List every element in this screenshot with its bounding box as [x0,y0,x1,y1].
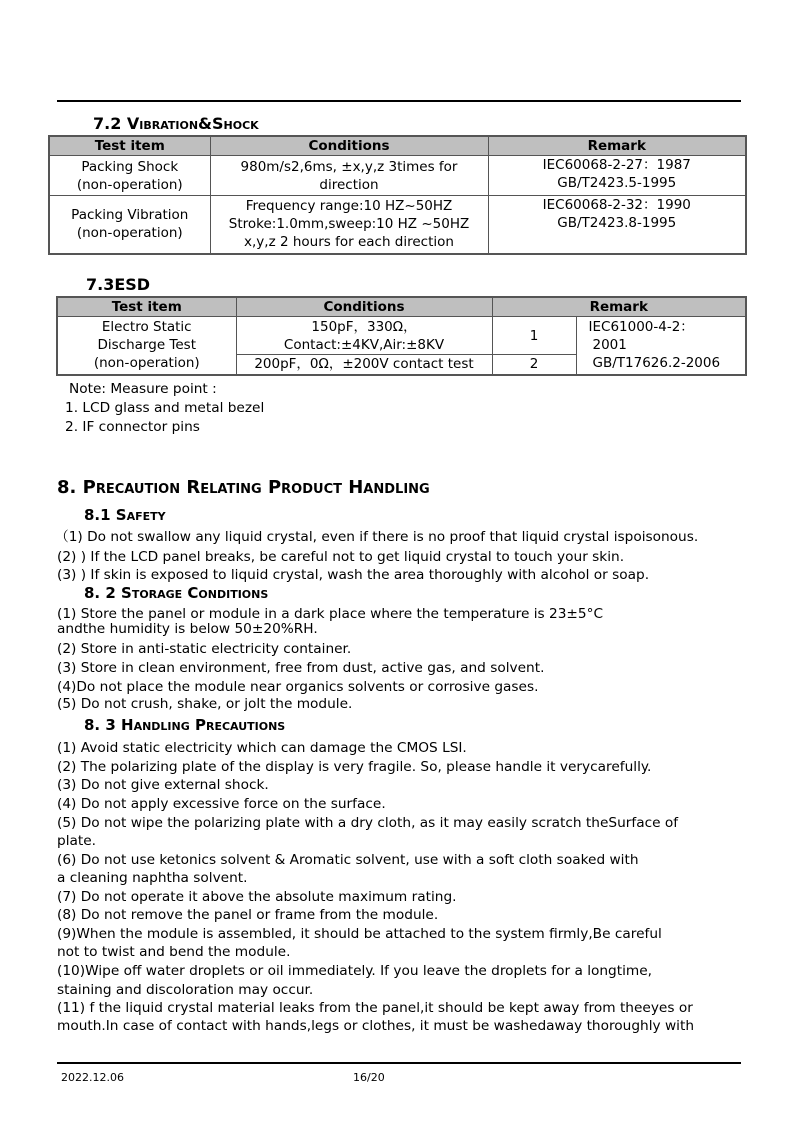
handling-item: (5) Do not wipe the polarizing plate with a dry cloth, as it may easily scratch theSurface of [57,815,679,831]
safety-item: （1) Do not swallow any liquid crystal, even if there is no proof that liquid crystal ispoisonous. [55,529,699,545]
note-item: 1. LCD glass and metal bezel [65,400,265,416]
test-item-line: (non-operation) [76,176,183,193]
header-test-item: Test item [49,136,210,156]
table-header-row [49,136,746,156]
test-item-line: Discharge Test [97,337,196,354]
safety-item: (2) ) If the LCD panel breaks, be careful not to get liquid crystal to touch your skin. [57,549,625,565]
remark-cell [488,156,746,196]
remark-cell [488,196,746,254]
handling-item: (4) Do not apply excessive force on the surface. [57,796,386,812]
remark-line: IEC61000-4-2： [588,319,694,336]
conditions-line: 980m/s2,6ms, ±x,y,z 3times for [240,158,458,175]
remark-line: GB/T2423.5-1995 [557,175,677,191]
handling-item: a cleaning naphtha solvent. [57,870,248,886]
remark-line: IEC60068-2-32：1990 [542,197,691,213]
top-rule [57,100,741,102]
handling-item: (10)Wipe off water droplets or oil immediately. If you leave the droplets for a longtime, [57,963,653,979]
test-item-line: Packing Vibration [71,207,189,224]
test-item-cell [57,317,236,375]
esd-table [56,296,747,376]
storage-heading: 8. 2 Storage Conditions [84,584,269,602]
conditions-line: Stroke:1.0mm,sweep:10 HZ ~50HZ [228,216,470,233]
handling-heading: 8. 3 Handling Precautions [84,716,286,734]
header-remark: Remark [492,297,746,317]
header-conditions: Conditions [210,136,488,156]
handling-item: mouth.In case of contact with hands,legs or clothes, it must be washedaway thoroughly with [57,1018,695,1034]
header-conditions: Conditions [236,297,492,317]
conditions-cell [210,156,488,196]
test-item-line: (non-operation) [93,355,200,372]
conditions-line: Frequency range:10 HZ~50HZ [245,198,453,215]
conditions-cell [236,317,492,355]
remark-cell [576,317,746,375]
handling-item: (6) Do not use ketonics solvent & Aromatic solvent, use with a soft cloth soaked with [57,852,639,868]
section-8-heading: 8. Precaution Relating Product Handling [57,477,430,498]
conditions-line: 150pF，330Ω， [311,318,417,335]
handling-item: (1) Avoid static electricity which can damage the CMOS LSI. [57,740,467,756]
test-item-line: Electro Static [101,319,192,336]
handling-item: (11) f the liquid crystal material leaks from the panel,it should be kept away from theeyes or [57,1000,693,1016]
vibration-shock-table [48,135,747,255]
handling-item: staining and discoloration may occur. [57,982,314,998]
table-row [49,196,746,254]
section-7-2-heading: 7.2 Vibration&Shock [93,114,259,133]
remark-line: GB/T17626.2-2006 [592,355,721,372]
handling-item: plate. [57,833,97,849]
conditions-cell: 200pF，0Ω，±200V contact test [236,355,492,375]
handling-item: (3) Do not give external shock. [57,777,269,793]
handling-item: not to twist and bend the module. [57,944,291,960]
remark-line: IEC60068-2-27：1987 [542,157,691,173]
handling-item: (2) The polarizing plate of the display is very fragile. So, please handle it verycarefully. [57,759,652,775]
note-title: Note: Measure point : [69,381,217,397]
remark-line: GB/T2423.8-1995 [557,215,677,231]
handling-item: (9)When the module is assembled, it should be attached to the system firmly,Be careful [57,926,662,942]
handling-item: (8) Do not remove the panel or frame from the module. [57,907,439,923]
test-item-line: (non-operation) [76,225,183,242]
test-item-cell [49,156,210,196]
header-remark: Remark [488,136,746,156]
note-item: 2. IF connector pins [65,419,200,435]
measure-point-cell: 1 [492,317,576,355]
test-item-cell [49,196,210,254]
table-row [57,317,746,355]
storage-item: (5) Do not crush, shake, or jolt the module. [57,696,353,712]
conditions-line: Contact:±4KV,Air:±8KV [283,336,445,353]
table-row [49,156,746,196]
storage-item: (4)Do not place the module near organics solvents or corrosive gases. [57,679,539,695]
table-header-row [57,297,746,317]
measure-point-cell: 2 [492,355,576,375]
section-7-3-heading: 7.3ESD [86,275,151,294]
safety-item: (3) ) If skin is exposed to liquid crystal, wash the area thoroughly with alcohol or soap. [57,567,650,583]
bottom-rule [57,1062,741,1064]
storage-item: andthe humidity is below 50±20%RH. [57,621,318,637]
footer-date: 2022.12.06 [61,1071,124,1084]
conditions-line: x,y,z 2 hours for each direction [244,234,454,251]
conditions-cell [210,196,488,254]
remark-line: 2001 [592,337,627,354]
footer-page-number: 16/20 [353,1071,385,1084]
header-test-item: Test item [57,297,236,317]
storage-item: (3) Store in clean environment, free from dust, active gas, and solvent. [57,660,545,676]
handling-item: (7) Do not operate it above the absolute maximum rating. [57,889,457,905]
storage-item: (1) Store the panel or module in a dark place where the temperature is 23±5°C [57,606,603,622]
safety-heading: 8.1 Safety [84,506,166,524]
conditions-line: direction [319,176,379,193]
storage-item: (2) Store in anti-static electricity container. [57,641,352,657]
test-item-line: Packing Shock [81,158,179,175]
